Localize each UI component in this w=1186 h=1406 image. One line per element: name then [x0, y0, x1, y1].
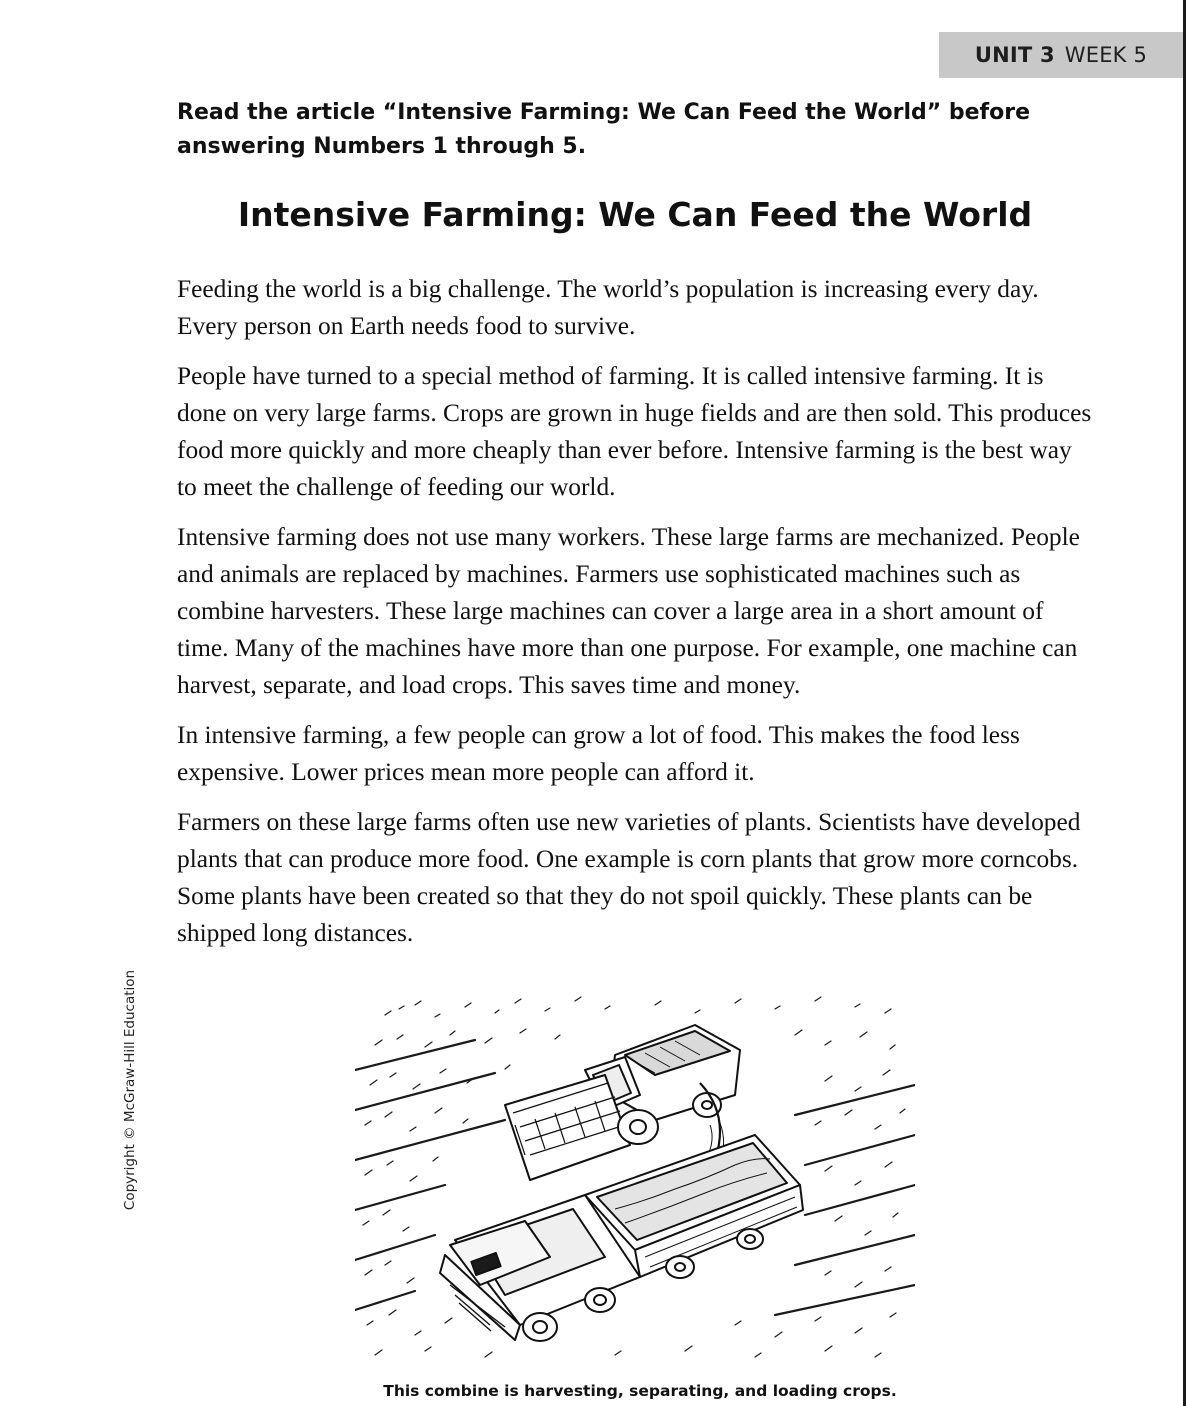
copyright-notice: Copyright © McGraw-Hill Education	[122, 969, 138, 1211]
grain-truck-drawing	[440, 1135, 803, 1341]
article-title: Intensive Farming: We Can Feed the World	[237, 195, 1033, 234]
article-paragraph: In intensive farming, a few people can grow a lot of food. This makes the food less expensive. Lower prices mean more people can afford it.	[177, 721, 1020, 786]
week-label: WEEK 5	[1064, 43, 1148, 67]
article-paragraph: Intensive farming does not use many workers. These large farms are mechanized. People and animals are replaced by machines. Farmers use sophisticated machines such as combine harvesters. These large machines can cover a large area in a short amount of time. Many of the machines have more than one purpose. For example, one machine can harvest, separate, and load crops. This saves time and money.	[177, 523, 1080, 699]
figure-caption: This combine is harvesting, separating, and loading crops.	[383, 1382, 897, 1400]
article-paragraph: Feeding the world is a big challenge. The world’s population is increasing every day. Every person on Earth needs food to survive.	[177, 275, 1039, 340]
combine-harvester-illustration	[355, 995, 915, 1365]
reading-instructions: Read the article “Intensive Farming: We Can Feed the World” before answering Numbers 1 through 5.	[177, 100, 1031, 159]
unit-label: UNIT 3	[974, 43, 1055, 67]
article-body	[177, 271, 1097, 965]
article-paragraph: People have turned to a special method of farming. It is called intensive farming. It is done on very large farms. Crops are grown in huge fields and are then sold. This produces food more quickly and more cheaply than ever before. Intensive farming is the best way to meet the challenge of feeding our world.	[177, 362, 1092, 501]
article-paragraph: Farmers on these large farms often use new varieties of plants. Scientists have developed plants that can produce more food. One example is corn plants that grow more corncobs. Some plants have been created so that they do not spoil quickly. These plants can be shipped long distances.	[177, 808, 1081, 947]
unit-week-tab	[939, 32, 1183, 78]
